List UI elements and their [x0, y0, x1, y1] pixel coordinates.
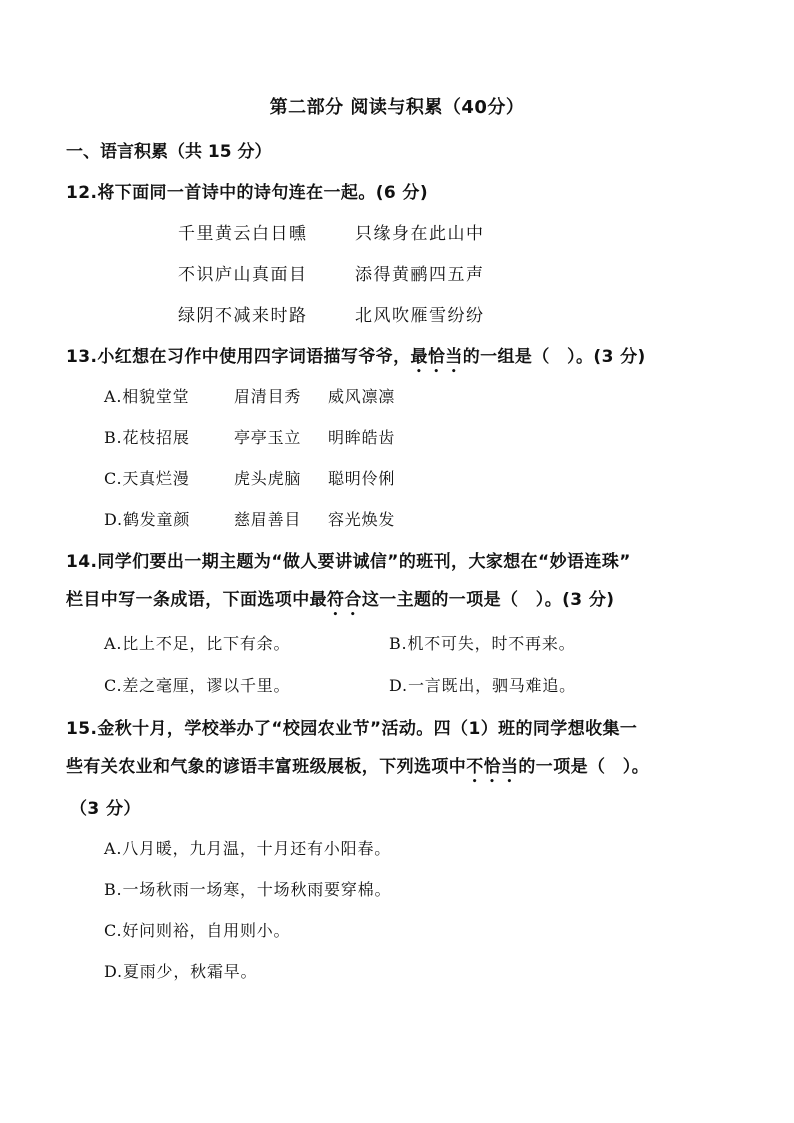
poem-left-line-2[interactable]: 不识庐山真面目 [178, 265, 308, 285]
question-14-emphasis: 符合 [327, 590, 362, 610]
question-13-prompt [66, 342, 646, 377]
section-heading: 一、语言积累（共 15 分） [66, 142, 272, 162]
poem-left-line-1[interactable]: 千里黄云白日曛 [178, 224, 308, 244]
question-15-emphasis: 不恰当 [466, 757, 519, 777]
question-15-points: （3 分） [70, 799, 141, 819]
question-13-option-c[interactable] [104, 466, 395, 489]
page-title: 第二部分 阅读与积累（40分） [269, 97, 525, 118]
question-14-option-c[interactable]: C.差之毫厘，谬以千里。 [104, 676, 291, 695]
question-13-emphasis: 最恰当 [410, 347, 463, 367]
question-13-text-after: 的一组是（ ）。(3 分) [462, 347, 646, 367]
question-13-text-before: 13.小红想在习作中使用四字词语描写爷爷， [66, 347, 411, 367]
poem-right-line-1[interactable]: 只缘身在此山中 [355, 224, 485, 244]
poem-left-line-3[interactable]: 绿阴不减来时路 [178, 306, 308, 326]
question-15-line-1: 15.金秋十月，学校举办了“校园农业节”活动。四（1）班的同学想收集一 [66, 719, 638, 739]
question-13-option-b[interactable] [104, 425, 395, 448]
question-15-text-before: 些有关农业和气象的谚语丰富班级展板，下列选项中 [66, 757, 467, 777]
option-b-word-1: B.花枝招展 [104, 428, 190, 447]
option-b-word-3: 明眸皓齿 [328, 428, 396, 447]
option-b-word-2: 亭亭玉立 [234, 428, 302, 447]
question-15-option-b[interactable]: B.一场秋雨一场寒，十场秋雨要穿棉。 [104, 880, 392, 899]
question-14-option-d[interactable]: D.一言既出，驷马难追。 [389, 676, 576, 695]
poem-right-line-3[interactable]: 北风吹雁雪纷纷 [355, 306, 485, 326]
question-12-prompt: 12.将下面同一首诗中的诗句连在一起。(6 分) [66, 183, 429, 203]
option-a-word-3: 威风凛凛 [328, 387, 396, 406]
option-c-word-1: C.天真烂漫 [104, 469, 190, 488]
question-14-text-after: 这一主题的一项是（ ）。(3 分) [361, 590, 615, 610]
question-15-text-after: 的一项是（ ）。 [518, 757, 650, 777]
question-15-option-d[interactable]: D.夏雨少，秋霜早。 [104, 962, 258, 981]
option-c-word-3: 聪明伶俐 [328, 469, 396, 488]
option-d-word-1: D.鹤发童颜 [104, 510, 191, 529]
question-13-option-a[interactable] [104, 384, 395, 407]
option-a-word-2: 眉清目秀 [234, 387, 302, 406]
option-a-word-1: A.相貌堂堂 [104, 387, 190, 406]
question-14-text-before: 栏目中写一条成语，下面选项中最 [66, 590, 327, 610]
poem-right-line-2[interactable]: 添得黄鹂四五声 [355, 265, 485, 285]
question-14-option-a[interactable]: A.比上不足，比下有余。 [104, 634, 291, 653]
option-c-word-2: 虎头虎脑 [234, 469, 302, 488]
question-15-option-c[interactable]: C.好问则裕，自用则小。 [104, 921, 291, 940]
question-15-line-2 [66, 752, 649, 787]
question-14-option-b[interactable]: B.机不可失，时不再来。 [389, 634, 576, 653]
question-13-option-d[interactable] [104, 507, 395, 530]
question-14-line-1: 14.同学们要出一期主题为“做人要讲诚信”的班刊，大家想在“妙语连珠” [66, 552, 631, 572]
question-14-line-2 [66, 585, 614, 620]
option-d-word-3: 容光焕发 [328, 510, 396, 529]
question-15-option-a[interactable]: A.八月暖，九月温，十月还有小阳春。 [104, 839, 392, 858]
option-d-word-2: 慈眉善目 [234, 510, 302, 529]
